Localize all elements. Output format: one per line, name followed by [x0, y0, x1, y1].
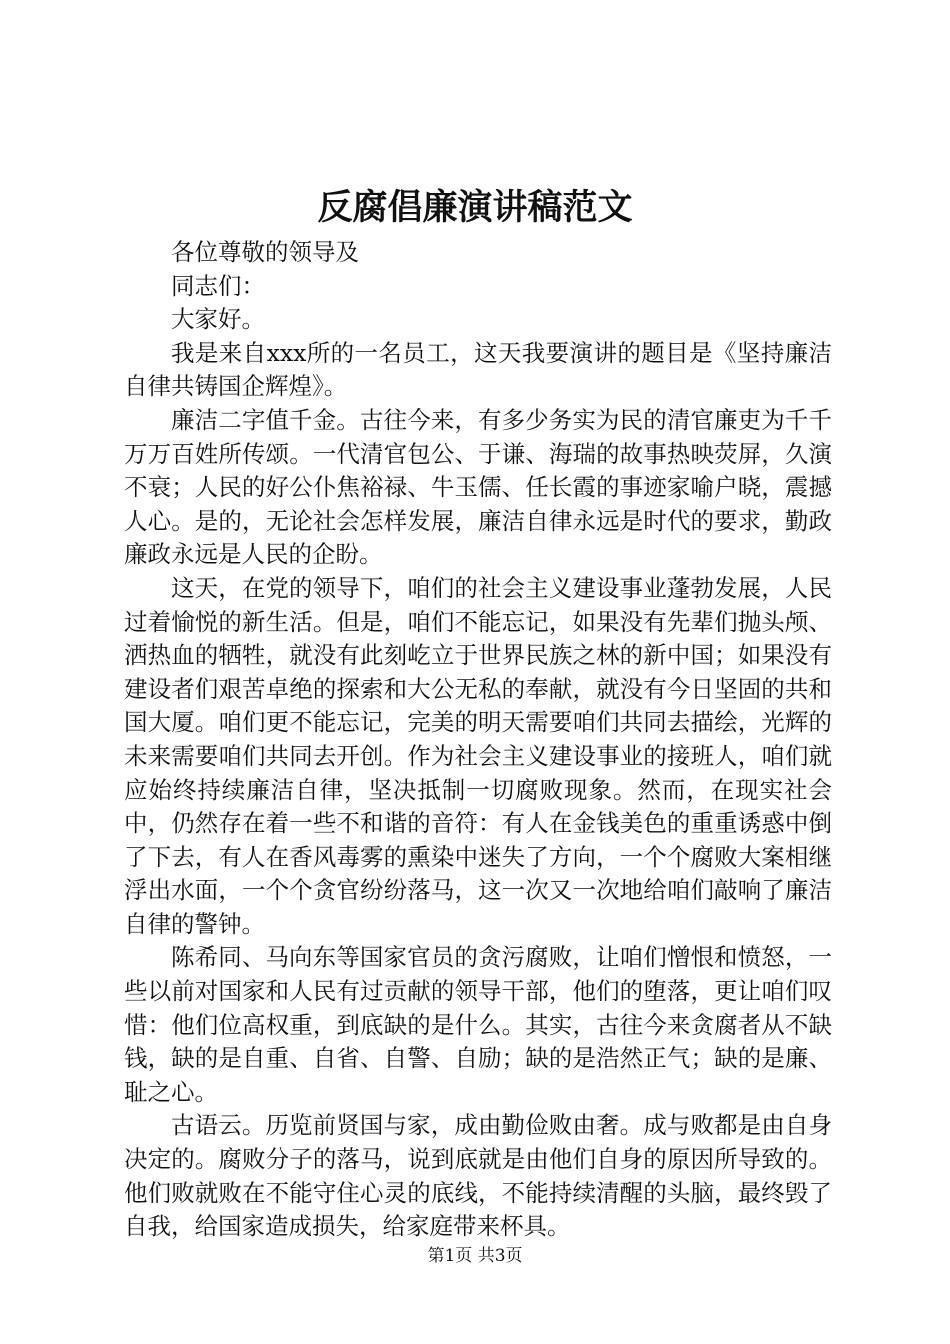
salutation-line: 各位尊敬的领导及 — [171, 238, 359, 266]
body-paragraph: 廉洁二字值千金。古往今来，有多少务实为民的清官廉吏为千千万万百姓所传颂。一代清官包公、于谦、海瑞的故事热映荧屏，久演不衰；人民的好公仆焦裕禄、牛玉儒、任长霞的事迹家喻户晓，震撼人心。是的，无论社会怎样发展，廉洁自律永远是时代的要求，勤政廉政永远是人民的企盼。 — [124, 405, 832, 569]
body-paragraph: 我是来自xxx所的一名员工，这天我要演讲的题目是《坚持廉洁自律共铸国企辉煌》。 — [124, 338, 832, 401]
document-body — [124, 236, 832, 1244]
body-paragraph: 这天，在党的领导下，咱们的社会主义建设事业蓬勃发展，人民过着愉悦的新生活。但是，咱们不能忘记，如果没有先辈们抛头颅、洒热血的牺牲，就没有此刻屹立于世界民族之林的新中国；如果没有建设者们艰苦卓绝的探索和大公无私的奉献，就没有今日坚固的共和国大厦。咱们更不能忘记，完美的明天需要咱们共同去描绘，光辉的未来需要咱们共同去开创。作为社会主义建设事业的接班人，咱们就应始终持续廉洁自律，坚决抵制一切腐败现象。然而，在现实社会中，仍然存在着一些不和谐的音符：有人在金钱美色的重重诱惑中倒了下去，有人在香风毒雾的熏染中迷失了方向，一个个腐败大案相继浮出水面，一个个贪官纷纷落马，这一次又一次地给咱们敲响了廉洁自律的警钟。 — [124, 573, 832, 938]
document-title: 反腐倡廉演讲稿范文 — [317, 187, 633, 228]
page-number-footer: 第1页 共3页 — [427, 1246, 523, 1266]
greeting-line: 大家好。 — [171, 305, 265, 334]
salutation-line: 同志们： — [171, 271, 265, 300]
body-paragraph: 古语云。历览前贤国与家，成由勤俭败由奢。成与败都是由自身决定的。腐败分子的落马，说到底就是由他们自身的原因所导致的。他们败就败在不能守住心灵的底线，不能持续清醒的头脑，最终毁了自我，给国家造成损失，给家庭带来杯具。 — [124, 1111, 832, 1241]
body-paragraph: 陈希同、马向东等国家官员的贪污腐败，让咱们憎恨和愤怒，一些以前对国家和人民有过贡献的领导干部，他们的堕落，更让咱们叹惜：他们位高权重，到底缺的是什么。其实，古往今来贪腐者从不缺钱，缺的是自重、自省、自警、自励；缺的是浩然正气；缺的是廉、耻之心。 — [124, 943, 832, 1106]
